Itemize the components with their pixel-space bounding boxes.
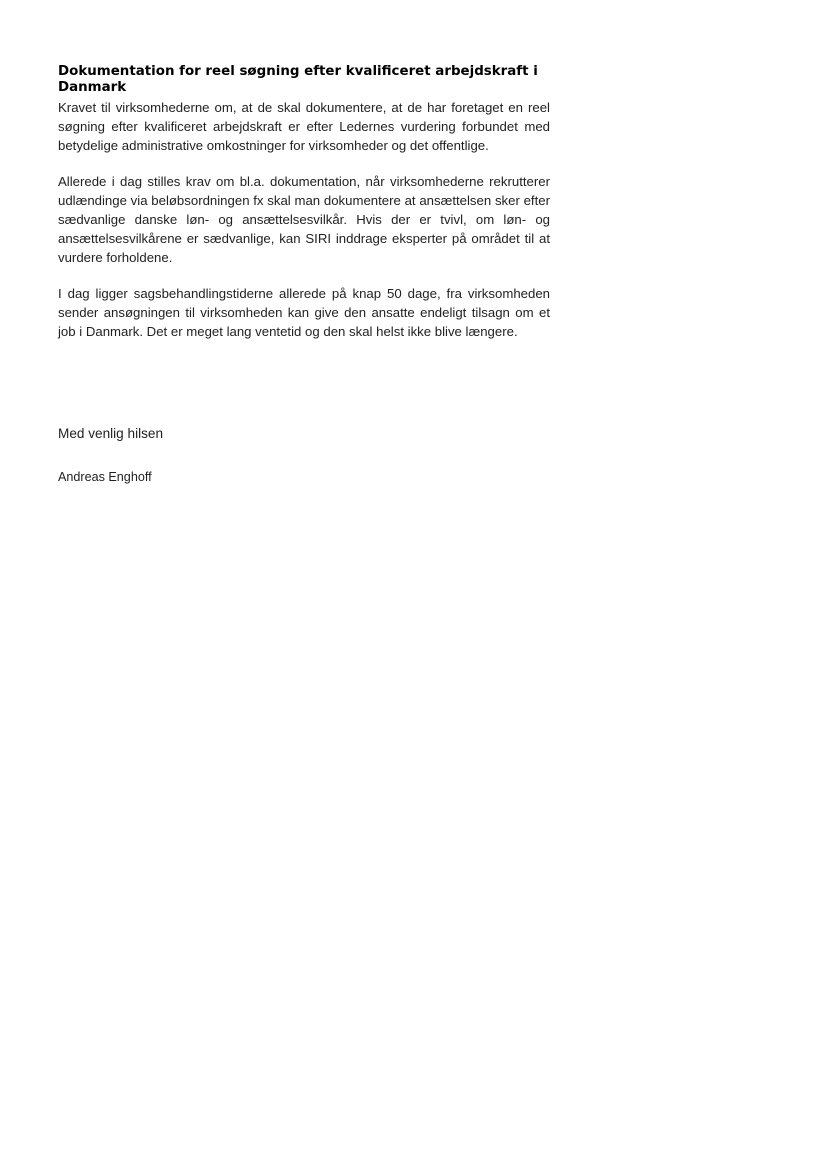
paragraph-3: I dag ligger sagsbehandlingstiderne allerede på knap 50 dage, fra virksomheden sender ansøgningen til virksomheden kan give den ansatte endeligt tilsagn om et job i Danmark. Det er meget lang ventetid og den skal helst ikke blive længere. — [58, 286, 550, 339]
document-body — [58, 64, 550, 358]
paragraph-1: Kravet til virksomhederne om, at de skal dokumentere, at de har foretaget en reel søgning efter kvalificeret arbejdskraft er efter Ledernes vurdering forbundet med betydelige administrative omkostninger for virksomheder og det offentlige. — [58, 100, 550, 153]
closing-greeting: Med venlig hilsen — [58, 426, 164, 441]
signature-name: Andreas Enghoff — [58, 470, 152, 484]
document-heading: Dokumentation for reel søgning efter kvalificeret arbejdskraft i Danmark — [58, 64, 538, 95]
paragraph-2: Allerede i dag stilles krav om bl.a. dokumentation, når virksomhederne rekrutterer udlændinge via beløbsordningen fx skal man dokumentere at ansættelsen sker efter sædvanlige danske løn- og ansættelsesvilkår. Hvis der er tvivl, om løn- og ansættelsesvilkårene er sædvanlige, kan SIRI inddrage eksperter på området til at vurdere forholdene. — [58, 174, 550, 265]
